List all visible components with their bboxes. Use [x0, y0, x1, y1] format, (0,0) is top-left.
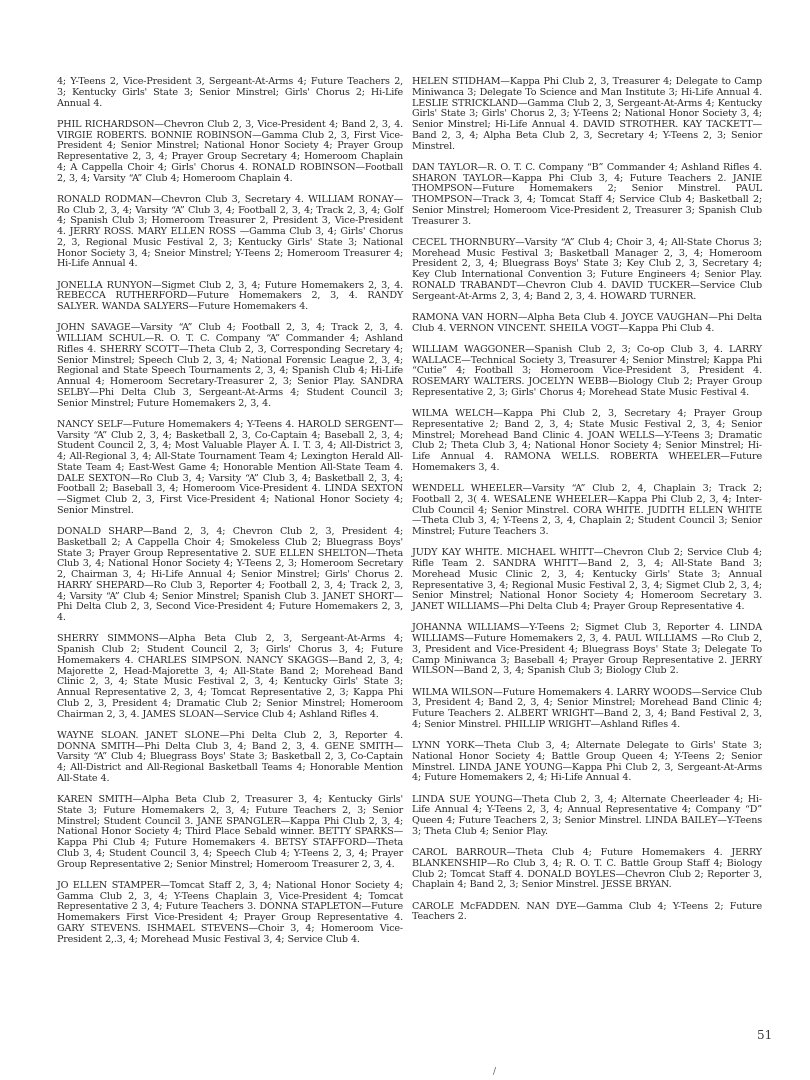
- paragraph: WILLIAM WAGGONER—Spanish Club 2, 3; Co-op Club 3, 4. LARRY WALLACE—Technical Society 3, Treasurer 4; Senior Minstrel; Kappa Phi “Cutie” 4; Football 3; Homeroom Vice-President 3, President 4. ROSEMARY WALTERS. JOCELYN WEBB—Biology Club 2; Prayer Group Representative 2, 3; Girls' Chorus 4; Morehead State Music Festival 4.: [412, 343, 762, 398]
- paragraph: WILMA WILSON—Future Homemakers 4. LARRY WOODS—Service Club 3, President 4; Band 2, 3, 4; Senior Minstrel; Morehead Band Clinic 4; Future Teachers 2. ALBERT WRIGHT—Band 2, 3, 4; Band Festival 2, 3, 4; Senior Minstrel. PHILLIP WRIGHT—Ashland Rifles 4.: [412, 686, 762, 730]
- paragraph: JOHN SAVAGE—Varsity “A” Club 4; Football 2, 3, 4; Track 2, 3, 4. WILLIAM SCHUL—R. O. T. C. Company “A” Commander 4; Ashland Rifles 4. SHERRY SCOTT—Theta Club 2, 3, Corresponding Secretary 4; Senior Minstrel; Speech Club 2, 3, 4; National Forensic League 2, 3, 4; Regional and State Speech Tournaments 2, 3, 4; Spanish Club 4; Hi-Life Annual 4; Homeroom Secretary-Treasurer 2, 3; Senior Play. SANDRA SELBY—Phi Delta Club 3, Sergeant-At-Arms 4; Student Council 3; Senior Minstrel; Future Homemakers 2, 3, 4.: [57, 322, 403, 409]
- paragraph: RONALD RODMAN—Chevron Club 3, Secretary 4. WILLIAM RONAY—Ro Club 2, 3, 4; Varsity “A” Club 3, 4; Football 2, 3, 4; Track 2, 3, 4; Golf 4; Spanish Club 3; Homeroom Treasurer 2, President 3, Vice-President 4. JERRY ROSS. MARY ELLEN ROSS —Gamma Club 3, 4; Girls' Chorus 2, 3, Regional Music Festival 2, 3; Kentucky Girls' State 3; National Honor Society 3, 4; Sneior Minstrel; Y-Teens 2; Homeroom Treasurer 4; Hi-Life Annual 4.: [57, 193, 403, 270]
- stray-mark: /: [493, 1067, 497, 1077]
- right-column: [412, 77, 762, 934]
- paragraph: CAROL BARROUR—Theta Club 4; Future Homemakers 4. JERRY BLANKENSHIP—Ro Club 3, 4; R. O. T. C. Battle Group Staff 4; Biology Club 2; Tomcat Staff 4. DONALD BOYLES—Chevron Club 2; Reporter 3, Chaplain 4; Band 2, 3; Senior Minstrel. JESSE BRYAN.: [412, 847, 762, 891]
- paragraph: WENDELL WHEELER—Varsity “A” Club 2, 4, Chaplain 3; Track 2; Football 2, 3( 4. WESALENE WHEELER—Kappa Phi Club 2, 3, 4; Inter-Club Council 4; Senior Minstrel. CORA WHITE. JUDITH ELLEN WHITE—Theta Club 3, 4; Y-Teens 2, 3, 4, Chaplain 2; Student Council 3; Senior Minstrel; Future Teachers 3.: [412, 483, 762, 537]
- paragraph: JUDY KAY WHITE. MICHAEL WHITT—Chevron Club 2; Service Club 4; Rifle Team 2. SANDRA WHITT—Band 2, 3, 4; All-State Band 3; Morehead Music Clinic 2, 3, 4; Kentucky Girls' State 3; Annual Representative 3, 4; Regional Music Festival 2, 3, 4; Sigmet Club 2, 3, 4; Senior Minstrel; National Honor Society 4; Homeroom Secretary 3. JANET WILLIAMS—Phi Delta Club 4; Prayer Group Representative 4.: [412, 547, 762, 612]
- paragraph: RAMONA VAN HORN—Alpha Beta Club 4. JOYCE VAUGHAN—Phi Delta Club 4. VERNON VINCENT. SHEILA VOGT—Kappa Phi Club 4.: [412, 311, 762, 334]
- paragraph: JO ELLEN STAMPER—Tomcat Staff 2, 3, 4; National Honor Society 4; Gamma Club 2, 3, 4; Y-Teens Chaplain 3, Vice-President 4; Tomcat Representative 2 3, 4; Future Teachers 3. DONNA STAPLETON—Future Homemakers First Vice-President 4; Prayer Group Representative 4. GARY STEVENS. ISHMAEL STEVENS—Choir 3, 4; Homeroom Vice-President 2,.3, 4; Morehead Music Festival 3, 4; Service Club 4.: [57, 879, 403, 945]
- paragraph: NANCY SELF—Future Homemakers 4; Y-Teens 4. HAROLD SERGENT—Varsity “A” Club 2, 3, 4; Basketball 2, 3, Co-Captain 4; Baseball 2, 3, 4; Student Council 2, 3, 4; Most Valuable Player A. I. T. 3, 4; All-District 3, 4; All-Regional 3, 4; All-State Tournament Team 4; Lexington Herald All-State Team 4; East-West Game 4; Honorable Mention All-State Team 4. DALE SEXTON—Ro Club 3, 4; Varsity “A” Club 3, 4; Basketball 2, 3, 4; Football 2; Baseball 3, 4; Homeroom Vice-President 4. LINDA SEXTON—Sigmet Club 2, 3, First Vice-President 4; National Honor Society 4; Senior Minstrel.: [57, 418, 403, 516]
- paragraph: CECEL THORNBURY—Varsity “A” Club 4; Choir 3, 4; All-State Chorus 3; Morehead Music Festival 3; Basketball Manager 2, 3, 4; Homeroom President 2, 3, 4; Bluegrass Boys' State 3; Key Club 2, 3, Secretary 4; Key Club International Convention 3; Future Engineers 4; Senior Play. RONALD TRABANDT—Chevron Club 4. DAVID TUCKER—Service Club Sergeant-At-Arms 2, 3, 4; Band 2, 3, 4. HOWARD TURNER.: [412, 236, 762, 302]
- page-number: 51: [757, 1028, 773, 1042]
- paragraph: LINDA SUE YOUNG—Theta Club 2, 3, 4; Alternate Cheerleader 4; Hi-Life Annual 4; Y-Teens 2, 3, 4; Annual Representative 4; Company “D” Queen 4; Future Teachers 2, 3; Senior Minstrel. LINDA BAILEY—Y-Teens 3; Theta Club 4; Senior Play.: [412, 793, 762, 837]
- paragraph: KAREN SMITH—Alpha Beta Club 2, Treasurer 3, 4; Kentucky Girls' State 3; Future Homemakers 2, 3, 4; Future Teachers 2, 3; Senior Minstrel; Student Council 3. JANE SPANGLER—Kappa Phi Club 2, 3, 4; National Honor Society 4; Third Place Sebald winner. BETTY SPARKS—Kappa Phi Club 4; Future Homemakers 4. BETSY STAFFORD—Theta Club 3, 4; Student Council 3, 4; Speech Club 4; Y-Teens 2, 3, 4; Prayer Group Representative 2; Senior Minstrel; Homeroom Treasurer 2, 3, 4.: [57, 794, 403, 870]
- paragraph: JONELLA RUNYON—Sigmet Club 2, 3, 4; Future Homemakers 2, 3, 4. REBECCA RUTHERFORD—Future Homemakers 2, 3, 4. RANDY SALYER. WANDA SALYERS—Future Homemakers 4.: [57, 279, 403, 312]
- paragraph: JOHANNA WILLIAMS—Y-Teens 2; Sigmet Club 3, Reporter 4. LINDA WILLIAMS—Future Homemakers 2, 3, 4. PAUL WILLIAMS —Ro Club 2, 3, President and Vice-President 4; Bluegrass Boys' State 3; Delegate To Camp Miniwanca 3; Baseball 4; Prayer Group Representative 2. JERRY WILSON—Band 2, 3, 4; Spanish Club 3; Biology Club 2.: [412, 622, 762, 677]
- paragraph: LYNN YORK—Theta Club 3, 4; Alternate Delegate to Girls' State 3; National Honor Society 4; Battle Group Queen 4; Y-Teens 2; Senior Minstrel. LINDA JANE YOUNG—Kappa Phi Club 2, 3, Sergeant-At-Arms 4; Future Homemakers 2, 4; Hi-Life Annual 4.: [412, 740, 762, 784]
- paragraph: WILMA WELCH—Kappa Phi Club 2, 3, Secretary 4; Prayer Group Representative 2; Band 2, 3, 4; State Music Festival 2, 3, 4; Senior Minstrel; Morehead Band Clinic 4. JOAN WELLS—Y-Teens 3; Dramatic Club 2; Theta Club 3, 4; National Honor Society 4; Senior Minstrel; Hi-Life Annual 4. RAMONA WELLS. ROBERTA WHEELER—Future Homemakers 3, 4.: [412, 408, 762, 473]
- paragraph: HELEN STIDHAM—Kappa Phi Club 2, 3, Treasurer 4; Delegate to Camp Miniwanca 3; Delegate To Science and Man Institute 3; Hi-Life Annual 4. LESLIE STRICKLAND—Gamma Club 2, 3, Sergeant-At-Arms 4; Kentucky Girls' State 3; Girls' Chorus 2, 3; Y-Teens 2; National Honor Society 3, 4; Senior Minstrel; Hi-Life Annual 4. DAVID STROTHER. KAY TACKETT—Band 2, 3, 4; Alpha Beta Club 2, 3, Secretary 4; Y-Teens 2, 3; Senior Minstrel.: [412, 76, 762, 152]
- paragraph: 4; Y-Teens 2, Vice-President 3, Sergeant-At-Arms 4; Future Teachers 2, 3; Kentucky Girls' State 3; Senior Minstrel; Girls' Chorus 2; Hi-Life Annual 4.: [57, 76, 403, 109]
- paragraph: WAYNE SLOAN. JANET SLONE—Phi Delta Club 2, 3, Reporter 4. DONNA SMITH—Phi Delta Club 3, 4; Band 2, 3, 4. GENE SMITH—Varsity “A” Club 4; Bluegrass Boys' State 3; Basketball 2, 3, Co-Captain 4; All-District and All-Regional Basketball Teams 4; Honorable Mention All-State 4.: [57, 729, 403, 784]
- paragraph: DONALD SHARP—Band 2, 3, 4; Chevron Club 2, 3, President 4; Basketball 2; A Cappella Choir 4; Smokeless Club 2; Bluegrass Boys' State 3; Prayer Group Representative 2. SUE ELLEN SHELTON—Theta Club 3, 4; National Honor Society 4; Y-Teens 2, 3; Homeroom Secretary 2, Chairman 3, 4; Hi-Life Annual 4; Senior Minstrel; Girls' Chorus 2. HARRY SHEPARD—Ro Club 3, Reporter 4; Football 2, 3, 4; Track 2, 3, 4; Varsity “A” Club 4; Senior Minstrel; Spanish Club 3. JANET SHORT—Phi Delta Club 2, 3, Second Vice-President 4; Future Homemakers 2, 3, 4.: [57, 526, 403, 623]
- paragraph: DAN TAYLOR—R. O. T. C. Company “B” Commander 4; Ashland Rifles 4. SHARON TAYLOR—Kappa Phi Club 3, 4; Future Teachers 2. JANIE THOMPSON—Future Homemakers 2; Senior Minstrel. PAUL THOMPSON—Track 3, 4; Tomcat Staff 4; Service Club 4; Basketball 2; Senior Minstrel; Homeroom Vice-President 2, Treasurer 3; Spanish Club Treasurer 3.: [412, 161, 762, 227]
- paragraph: PHIL RICHARDSON—Chevron Club 2, 3, Vice-President 4; Band 2, 3, 4. VIRGIE ROBERTS. BONNIE ROBINSON—Gamma Club 2, 3, First Vice-President 4; Senior Minstrel; National Honor Society 4; Prayer Group Representative 2, 3, 4; Prayer Group Secretary 4; Homeroom Chaplain 4; A Cappella Choir 4; Girls' Chorus 4. RONALD ROBINSON—Football 2, 3, 4; Varsity “A” Club 4; Homeroom Chaplain 4.: [57, 118, 403, 184]
- paragraph: CAROLE McFADDEN. NAN DYE—Gamma Club 4; Y-Teens 2; Future Teachers 2.: [412, 900, 762, 923]
- left-column: [57, 77, 403, 956]
- paragraph: SHERRY SIMMONS—Alpha Beta Club 2, 3, Sergeant-At-Arms 4; Spanish Club 2; Student Council 2, 3; Girls' Chorus 3, 4; Future Homemakers 4. CHARLES SIMPSON. NANCY SKAGGS—Band 2, 3, 4; Majorette 2, Head-Majorette 3, 4; All-State Band 2; Morehead Band Clinic 2, 3, 4; State Music Festival 2, 3, 4; Kentucky Girls' State 3; Annual Representative 2, 3, 4; Tomcat Representative 2, 3; Kappa Phi Club 2, 3, President 4; Dramatic Club 2; Senior Minstrel; Homeroom Chairman 2, 3, 4. JAMES SLOAN—Service Club 4; Ashland Rifles 4.: [57, 633, 403, 720]
